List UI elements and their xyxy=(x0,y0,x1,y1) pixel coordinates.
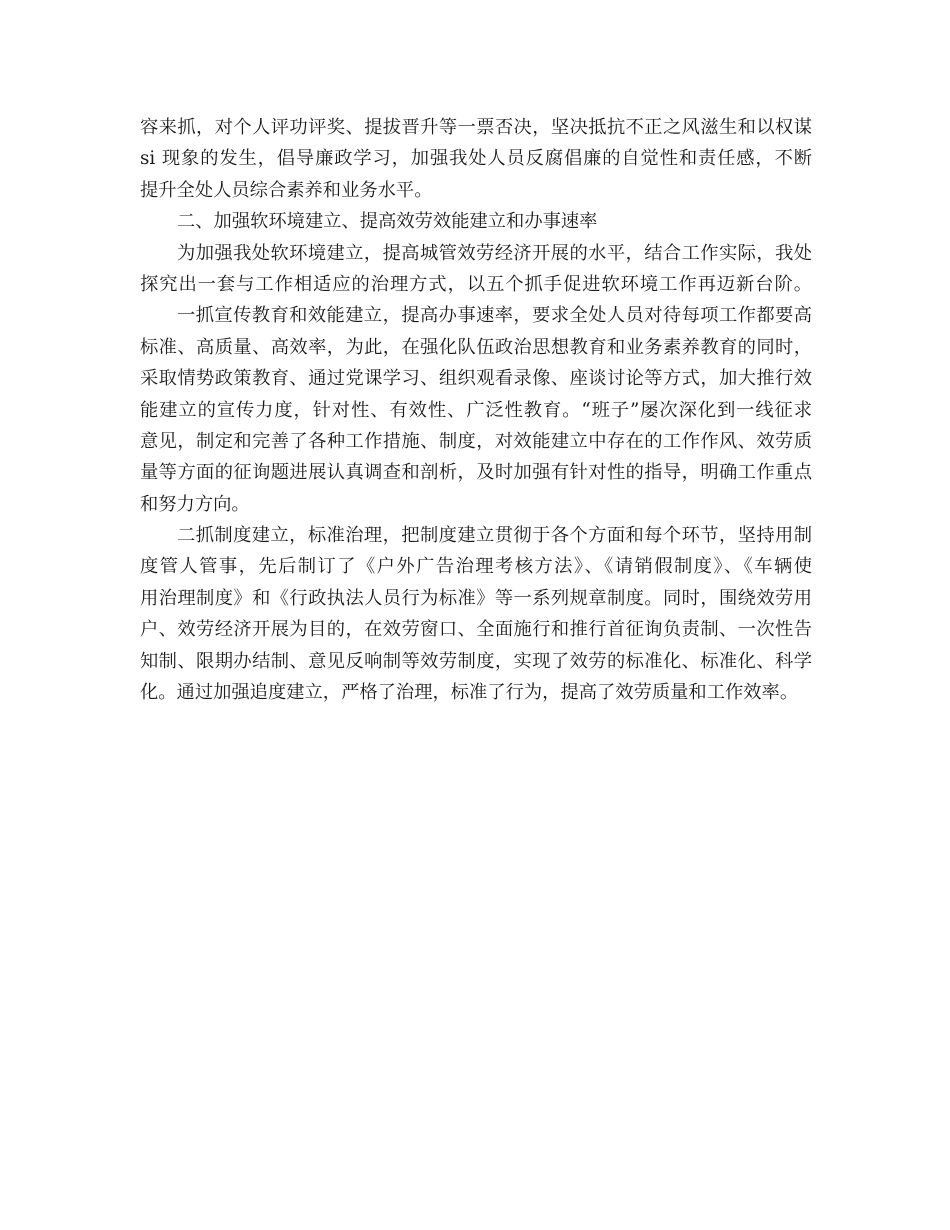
document-body xyxy=(140,112,812,708)
text-line: 化。通过加强追度建立，严格了治理，标准了行为，提高了效劳质量和工作效率。 xyxy=(140,682,799,704)
paragraph-1 xyxy=(140,112,812,206)
text-line: 户、效劳经济开展为目的，在效劳窗口、全面施行和推行首征询负责制、一次性告 xyxy=(140,619,812,641)
paragraph-2-heading xyxy=(140,206,812,237)
text-line: 意见，制定和完善了各种工作措施、制度，对效能建立中存在的工作作风、效劳质 xyxy=(140,430,812,452)
text-line: 标准、高质量、高效率，为此，在强化队伍政治思想教育和业务素养教育的同时， xyxy=(140,336,812,358)
text-line: 提升全处人员综合素养和业务水平。 xyxy=(140,179,433,201)
text-line: 能建立的宣传力度，针对性、有效性、广泛性教育。“班子”屡次深化到一线征求 xyxy=(140,399,812,421)
paragraph-5 xyxy=(140,520,812,708)
text-line: 采取情势政策教育、通过党课学习、组织观看录像、座谈讨论等方式，加大推行效 xyxy=(140,368,812,390)
text-line: 二抓制度建立，标准治理，把制度建立贯彻于各个方面和每个环节，坚持用制 xyxy=(177,525,812,547)
text-line: si 现象的发生，倡导廉政学习，加强我处人员反腐倡廉的自觉性和责任感，不断 xyxy=(140,148,812,170)
section-heading: 二、加强软环境建立、提高效劳效能建立和办事速率 xyxy=(177,211,598,233)
text-line: 和努力方向。 xyxy=(140,493,250,515)
text-line: 用治理制度》和《行政执法人员行为标准》等一系列规章制度。同时，围绕效劳用 xyxy=(140,587,812,609)
paragraph-3 xyxy=(140,238,812,301)
paragraph-4 xyxy=(140,300,812,520)
text-line: 一抓宣传教育和效能建立，提高办事速率，要求全处人员对待每项工作都要高 xyxy=(177,305,812,327)
text-line: 度管人管事，先后制订了《户外广告治理考核方法》、《请销假制度》、《车辆使 xyxy=(140,556,812,578)
text-line: 知制、限期办结制、意见反响制等效劳制度，实现了效劳的标准化、标准化、科学 xyxy=(140,650,812,672)
text-line: 为加强我处软环境建立，提高城管效劳经济开展的水平，结合工作实际，我处 xyxy=(177,242,812,264)
text-line: 量等方面的征询题进展认真调查和剖析，及时加强有针对性的指导，明确工作重点 xyxy=(140,462,812,484)
text-line: 探究出一套与工作相适应的治理方式，以五个抓手促进软环境工作再迈新台阶。 xyxy=(140,273,812,295)
text-line: 容来抓，对个人评功评奖、提拔晋升等一票否决，坚决抵抗不正之风滋生和以权谋 xyxy=(140,117,812,138)
